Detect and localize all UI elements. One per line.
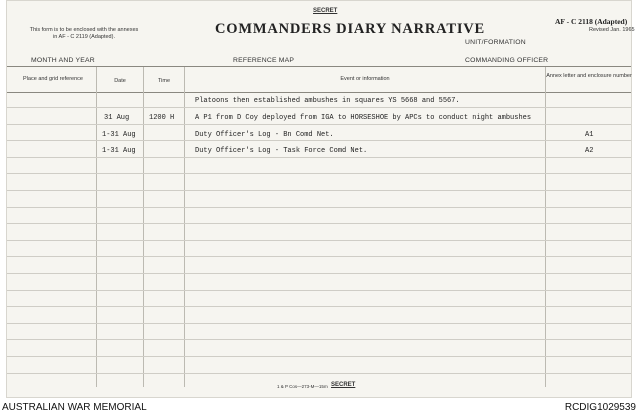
footer-archive-name: AUSTRALIAN WAR MEMORIAL bbox=[2, 402, 147, 413]
unit-formation-label: UNIT/FORMATION bbox=[465, 39, 526, 46]
col-header-place: Place and grid reference bbox=[23, 76, 83, 82]
entry-time: 1200 H bbox=[149, 114, 175, 122]
entry-event: Duty Officer's Log - Bn Comd Net. bbox=[195, 131, 334, 139]
month-year-label: MONTH AND YEAR bbox=[31, 57, 95, 64]
footer-record-id: RCDIG1029539 bbox=[564, 402, 636, 413]
printer-note: 1 & P Cos—273-M—15m bbox=[277, 384, 328, 389]
ruled-line bbox=[7, 157, 631, 158]
ruled-line bbox=[7, 190, 631, 191]
ruled-line bbox=[7, 173, 631, 174]
ruled-line bbox=[7, 240, 631, 241]
ruled-line bbox=[7, 107, 631, 108]
ruled-line bbox=[7, 323, 631, 324]
entry-date: 1-31 Aug bbox=[102, 147, 136, 155]
header-line bbox=[7, 66, 631, 67]
ruled-line bbox=[7, 356, 631, 357]
revised-date: Revised Jan. 1965 bbox=[589, 27, 635, 33]
ruled-line bbox=[7, 256, 631, 257]
ruled-line bbox=[7, 207, 631, 208]
entry-event: Platoons then established ambushes in squares YS 5668 and 5567. bbox=[195, 97, 460, 105]
ruled-line bbox=[7, 223, 631, 224]
col-header-event: Event or information bbox=[340, 76, 390, 82]
commanding-officer-label: COMMANDING OFFICER bbox=[465, 57, 549, 64]
form-number: AF - C 2118 (Adapted) bbox=[555, 17, 628, 26]
entry-date: 1-31 Aug bbox=[102, 131, 136, 139]
column-header-line bbox=[7, 92, 631, 93]
entry-annex: A1 bbox=[585, 131, 594, 139]
ruled-line bbox=[7, 339, 631, 340]
col-header-date: Date bbox=[114, 78, 126, 84]
classification-top: SECRET bbox=[313, 8, 338, 14]
ruled-line bbox=[7, 124, 631, 125]
reference-map-label: REFERENCE MAP bbox=[233, 57, 295, 64]
page-title: COMMANDERS DIARY NARRATIVE bbox=[215, 21, 486, 37]
entry-date: 31 Aug bbox=[104, 114, 130, 122]
ruled-line bbox=[7, 373, 631, 374]
entry-event: Duty Officer's Log - Task Force Comd Net. bbox=[195, 147, 368, 155]
entry-annex: A2 bbox=[585, 147, 594, 155]
col-header-time: Time bbox=[157, 78, 171, 84]
enclose-note: This form is to be enclosed with the annexes in AF - C 2119 (Adapted). bbox=[29, 27, 139, 40]
ruled-line bbox=[7, 140, 631, 141]
diary-sheet bbox=[6, 0, 635, 398]
ruled-line bbox=[7, 273, 631, 274]
ruled-line bbox=[7, 306, 631, 307]
ruled-line bbox=[7, 290, 631, 291]
entry-event: A P1 from D Coy deployed from IGA to HORSESHOE by APCs to conduct night ambushes bbox=[195, 114, 532, 122]
classification-bottom: SECRET bbox=[331, 382, 356, 388]
col-header-annex: Annex letter and enclosure number bbox=[546, 73, 632, 79]
